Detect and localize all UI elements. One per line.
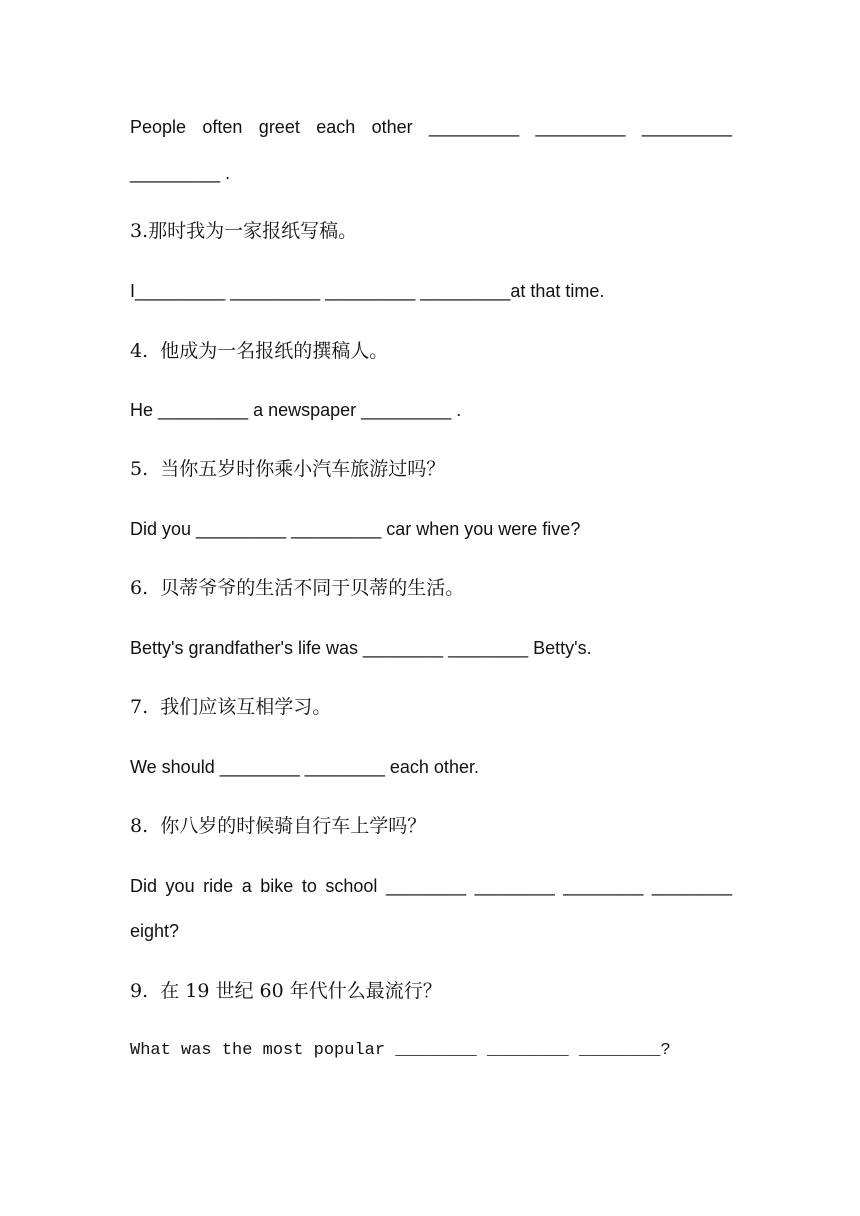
exercise-5-prompt: 5. 当你五岁时你乘小汽车旅游过吗？: [130, 458, 446, 480]
exercise-5-answer: Did you _________ _________ car when you were five?: [130, 519, 581, 539]
exercise-9-answer: What was the most popular ________ ________ ________?: [130, 1041, 671, 1060]
exercise-3-answer: I_________ _________ _________ _________at that time.: [130, 281, 605, 301]
exercise-4-prompt: 4. 他成为一名报纸的撰稿人。: [130, 340, 389, 362]
exercise-2-answer-line-2: _________ .: [130, 163, 231, 183]
exercise-7-prompt: 7. 我们应该互相学习。: [130, 696, 332, 718]
exercise-3-prompt: 3.那时我为一家报纸写稿。: [130, 220, 358, 242]
exercise-8-prompt: 8. 你八岁的时候骑自行车上学吗？: [130, 815, 427, 837]
exercise-2-answer-line-1: People often greet each other _________ _________ _________: [130, 117, 732, 137]
exercise-6-prompt: 6. 贝蒂爷爷的生活不同于贝蒂的生活。: [130, 577, 465, 599]
exercise-9-prompt: 9. 在 19 世纪 60 年代什么最流行？: [130, 980, 442, 1002]
exercise-7-answer: We should ________ ________ each other.: [130, 757, 479, 777]
exercise-4-answer: He _________ a newspaper _________ .: [130, 400, 462, 420]
exercise-6-answer: Betty's grandfather's life was ________ ________ Betty's.: [130, 638, 592, 658]
exercise-8-answer-line-2: eight?: [130, 921, 180, 941]
exercise-8-answer-line-1: Did you ride a bike to school ________ ________ ________ ________: [130, 876, 732, 896]
